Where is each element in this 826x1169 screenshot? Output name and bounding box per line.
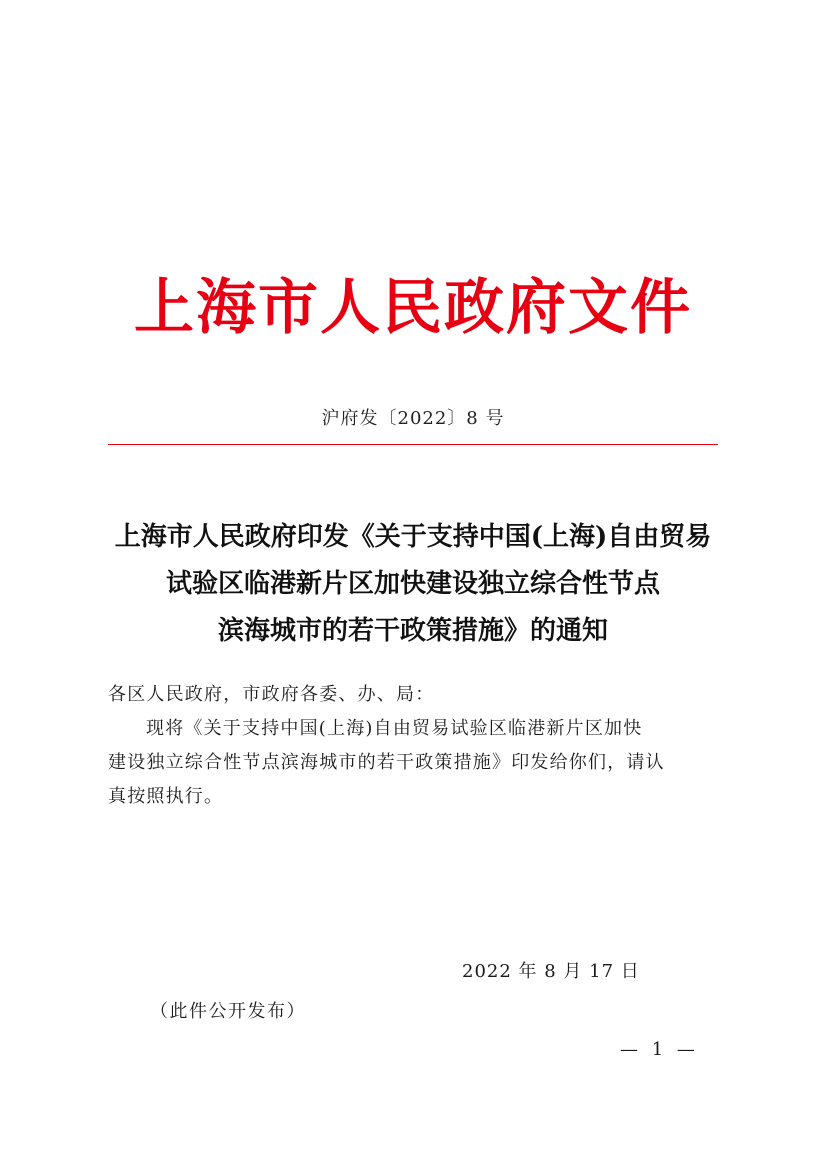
body-line: 真按照执行。 bbox=[108, 786, 224, 807]
title-line: 滨海城市的若干政策措施》的通知 bbox=[217, 616, 608, 646]
red-divider-line bbox=[108, 444, 718, 445]
title-line: 上海市人民政府印发《关于支持中国(上海)自由贸易 bbox=[114, 522, 712, 552]
document-title bbox=[90, 514, 736, 655]
body-line: 建设独立综合性节点滨海城市的若干政策措施》印发给你们，请认 bbox=[108, 752, 665, 773]
body-line: 现将《关于支持中国(上海)自由贸易试验区临港新片区加快 bbox=[146, 718, 643, 739]
document-masthead: 上海市人民政府文件 bbox=[134, 273, 692, 343]
publish-note: （此件公开发布） bbox=[150, 1001, 306, 1022]
body-paragraph bbox=[108, 712, 720, 814]
issue-date: 2022 年 8 月 17 日 bbox=[462, 961, 640, 982]
title-line: 试验区临港新片区加快建设独立综合性节点 bbox=[165, 569, 660, 599]
salutation: 各区人民政府，市政府各委、办、局： bbox=[108, 684, 435, 705]
page-number: — 1 — bbox=[620, 1039, 699, 1060]
document-number: 沪府发〔2022〕8 号 bbox=[321, 408, 505, 429]
